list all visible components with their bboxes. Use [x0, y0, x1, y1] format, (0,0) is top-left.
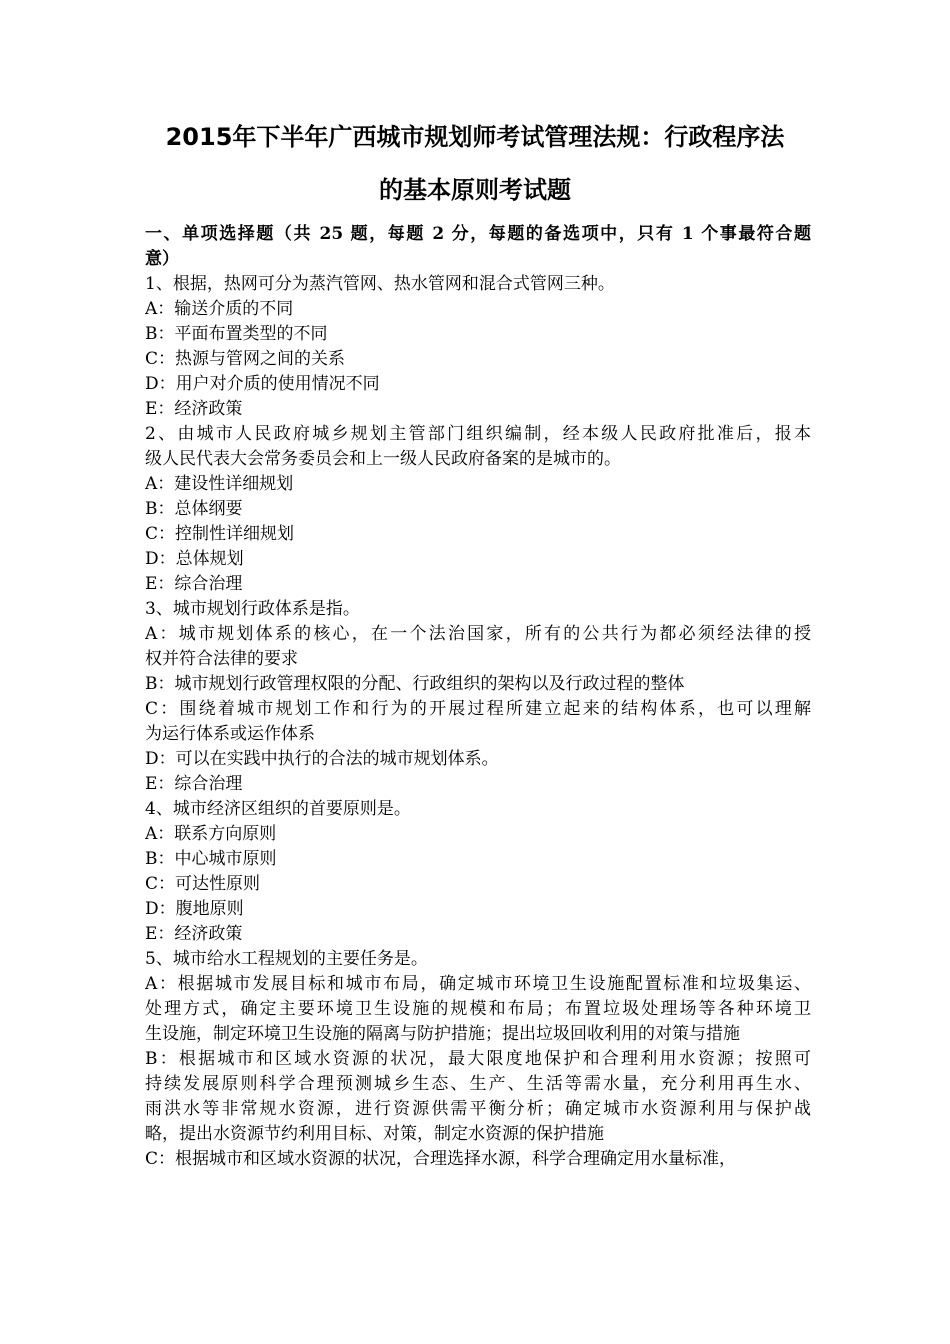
question-2-option-b	[145, 497, 811, 522]
question-4-stem-line: 4、城市经济区组织的首要原则是。	[145, 799, 411, 819]
question-3	[145, 597, 811, 797]
question-5-stem-line: 5、城市给水工程规划的主要任务是。	[145, 949, 428, 969]
question-3-option-d	[145, 747, 811, 772]
option-text-line: B：平面布置类型的不同	[145, 324, 328, 344]
option-text-line: 生设施，制定环境卫生设施的隔离与防护措施；提出垃圾回收利用的对策与措施	[145, 1024, 740, 1044]
question-1-option-b	[145, 322, 811, 347]
question-2-stem-line: 2、由城市人民政府城乡规划主管部门组织编制，经本级人民政府批准后，报本	[145, 424, 811, 444]
question-1-option-a	[145, 297, 811, 322]
option-text-line: A：建设性详细规划	[145, 474, 294, 494]
question-1-stem-line: 1、根据，热网可分为蒸汽管网、热水管网和混合式管网三种。	[145, 274, 615, 294]
question-3-option-e	[145, 772, 811, 797]
question-5-option-a	[145, 972, 811, 1047]
question-4-option-a	[145, 822, 811, 847]
question-1-option-e	[145, 397, 811, 422]
option-text-line: 略，提出水资源节约利用目标、对策，制定水资源的保护措施	[145, 1124, 604, 1144]
document-title-line-2: 的基本原则考试题	[379, 176, 571, 204]
question-5-option-c	[145, 1147, 811, 1172]
option-text-line: A：联系方向原则	[145, 824, 277, 844]
option-text-line: C：控制性详细规划	[145, 524, 295, 544]
option-text-line: E：经济政策	[145, 399, 243, 419]
question-list	[145, 272, 811, 1172]
question-2-option-e	[145, 572, 811, 597]
question-5-option-b	[145, 1047, 811, 1147]
option-text-line: 持续发展原则科学合理预测城乡生态、生产、生活等需水量，充分利用再生水、	[145, 1074, 811, 1094]
option-text-line: A：输送介质的不同	[145, 299, 294, 319]
question-4-option-e	[145, 922, 811, 947]
question-3-option-a	[145, 622, 811, 672]
question-1-option-c	[145, 347, 811, 372]
question-2-stem-line: 级人民代表大会常务委员会和上一级人民政府备案的是城市的。	[145, 449, 621, 469]
option-text-line: D：总体规划	[145, 549, 244, 569]
question-3-stem-line: 3、城市规划行政体系是指。	[145, 599, 360, 619]
question-5	[145, 947, 811, 1172]
question-4-option-d	[145, 897, 811, 922]
question-4	[145, 797, 811, 947]
question-4-option-c	[145, 872, 811, 897]
document-body	[145, 222, 811, 1172]
option-text-line: C：围绕着城市规划工作和行为的开展过程所建立起来的结构体系，也可以理解	[145, 699, 811, 719]
option-text-line: E：综合治理	[145, 574, 243, 594]
section-heading-line-1: 一、单项选择题（共 25 题，每题 2 分，每题的备选项中，只有 1 个事最符合题	[145, 224, 811, 244]
option-text-line: C：可达性原则	[145, 874, 261, 894]
question-1-option-d	[145, 372, 811, 397]
option-text-line: B：根据城市和区域水资源的状况，最大限度地保护和合理利用水资源；按照可	[145, 1049, 811, 1069]
option-text-line: 雨洪水等非常规水资源，进行资源供需平衡分析；确定城市水资源利用与保护战	[145, 1099, 811, 1119]
document-title-line-1: 2015年下半年广西城市规划师考试管理法规：行政程序法	[165, 123, 785, 151]
option-text-line: A：城市规划体系的核心，在一个法治国家，所有的公共行为都必须经法律的授	[145, 624, 811, 644]
option-text-line: 权并符合法律的要求	[145, 649, 298, 669]
option-text-line: B：中心城市原则	[145, 849, 277, 869]
option-text-line: D：可以在实践中执行的合法的城市规划体系。	[145, 749, 499, 769]
option-text-line: B：总体纲要	[145, 499, 243, 519]
option-text-line: C：根据城市和区域水资源的状况，合理选择水源，科学合理确定用水量标准，	[145, 1149, 737, 1169]
question-3-option-c	[145, 697, 811, 747]
option-text-line: E：综合治理	[145, 774, 243, 794]
question-2-option-d	[145, 547, 811, 572]
question-1	[145, 272, 811, 422]
option-text-line: D：用户对介质的使用情况不同	[145, 374, 380, 394]
question-4-option-b	[145, 847, 811, 872]
option-text-line: C：热源与管网之间的关系	[145, 349, 346, 369]
option-text-line: E：经济政策	[145, 924, 243, 944]
option-text-line: B：城市规划行政管理权限的分配、行政组织的架构以及行政过程的整体	[145, 674, 685, 694]
section-heading-line-2: 意）	[145, 249, 179, 269]
option-text-line: 处理方式，确定主要环境卫生设施的规模和布局；布置垃圾处理场等各种环境卫	[145, 999, 811, 1019]
option-text-line: 为运行体系或运作体系	[145, 724, 315, 744]
question-2-option-c	[145, 522, 811, 547]
question-2	[145, 422, 811, 597]
option-text-line: D：腹地原则	[145, 899, 244, 919]
question-3-option-b	[145, 672, 811, 697]
option-text-line: A：根据城市发展目标和城市布局，确定城市环境卫生设施配置标准和垃圾集运、	[145, 974, 811, 994]
question-2-option-a	[145, 472, 811, 497]
